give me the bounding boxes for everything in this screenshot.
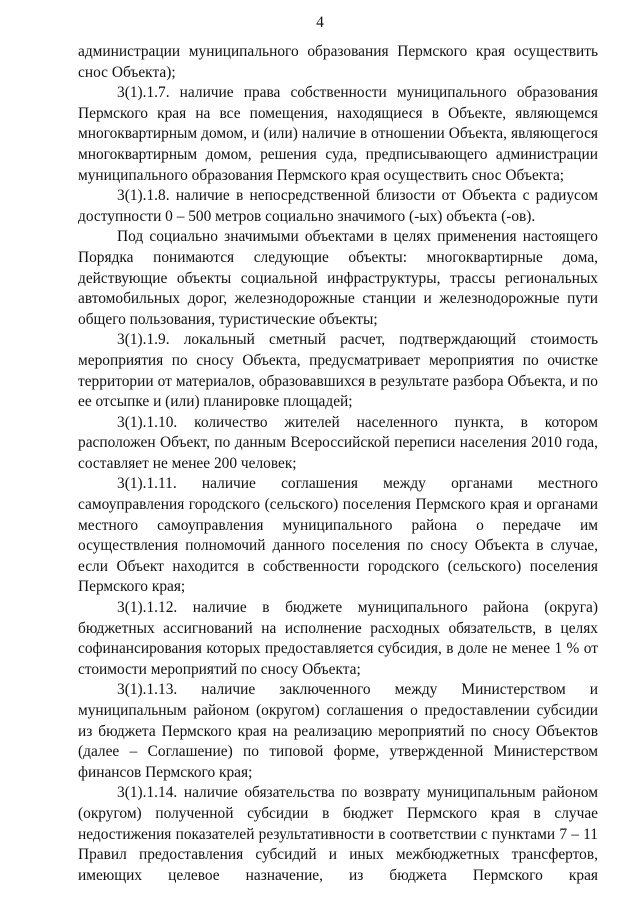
paragraph-item-1-8: 3(1).1.8. наличие в непосредственной близости от Объекта с радиусом доступности 0 – 500 метров социально значимого (-ых) объекта (-ов). bbox=[78, 187, 598, 225]
paragraph-item-1-7: 3(1).1.7. наличие права собственности муниципального образования Пермского края на все помещения, находящиеся в Объекте, являющемся многоквартирным домом, и (или) наличие в отношении Объекта, являющегося многоквартирным домом, решения суда, предписывающего администрации муниципального образования Пермского края осуществить снос Объекта; bbox=[78, 84, 598, 184]
paragraph-item-1-13: 3(1).1.13. наличие заключенного между Министерством и муниципальным районом (округом) соглашения о предоставлении субсидии из бюджета Пермского края на реализацию мероприятий по сносу Объектов (далее – Соглашение) по типовой форме, утвержденной Министерством финансов Пермского края; bbox=[78, 681, 598, 781]
paragraph-item-1-12: 3(1).1.12. наличие в бюджете муниципального района (округа) бюджетных ассигнований на исполнение расходных обязательств, в целях софинансирования которых предоставляется субсидия, в доле не менее 1 % от стоимости мероприятий по сносу Объекта; bbox=[78, 599, 598, 678]
paragraph-continuation: администрации муниципального образования Пермского края осуществить снос Объекта); bbox=[78, 43, 598, 81]
paragraph-item-1-11: 3(1).1.11. наличие соглашения между органами местного самоуправления городского (сельского) поселения Пермского края и органами местного самоуправления муниципального района о передаче им осуществления полномочий данного поселения по сносу Объекта в случае, если Объект находится в собственности городского (сельского) поселения Пермского края; bbox=[78, 475, 598, 596]
document-body bbox=[78, 42, 598, 886]
paragraph-item-1-9: 3(1).1.9. локальный сметный расчет, подтверждающий стоимость мероприятия по сносу Объекта, предусматривает мероприятия по очистке территории от материалов, образовавшихся в результате разбора Объекта, и по ее отсыпке и (или) планировке площадей; bbox=[78, 331, 598, 411]
paragraph-item-1-10: 3(1).1.10. количество жителей населенного пункта, в котором расположен Объект, по данным Всероссийской переписи населения 2010 года, составляет не менее 200 человек; bbox=[78, 413, 598, 472]
paragraph-social-objects-definition: Под социально значимыми объектами в целях применения настоящего Порядка понимаются следующие объекты: многоквартирные дома, действующие объекты социальной инфраструктуры, трассы региональных автомобильных дорог, железнодорожные станции и железнодорожные пути общего пользования, туристические объекты; bbox=[78, 228, 598, 328]
page-number: 4 bbox=[316, 14, 324, 31]
paragraph-item-1-14: 3(1).1.14. наличие обязательства по возврату муниципальным районом (округом) полученной субсидии в бюджет Пермского края в случае недостижения показателей результативности в соответствии с пунктами 7 – 11 Правил предоставления субсидий и иных межбюджетных трансфертов, имеющих целевое назначение, из бюджета Пермского края bbox=[78, 784, 598, 884]
